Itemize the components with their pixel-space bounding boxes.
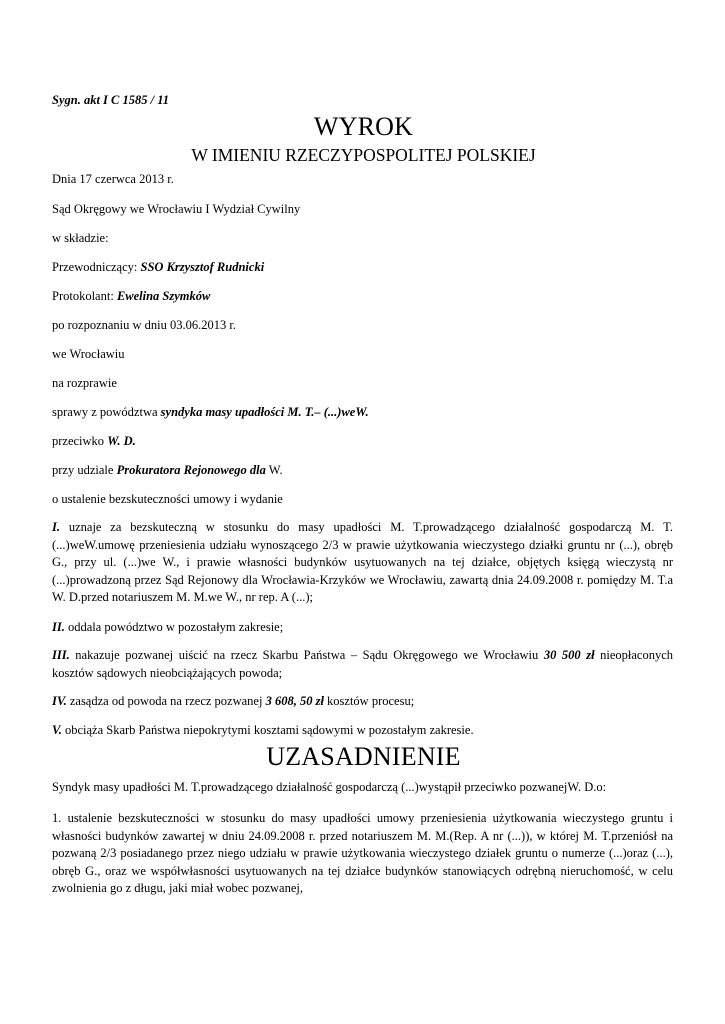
ruling-text: kosztów procesu;: [323, 694, 415, 708]
justification-title: UZASADNIENIE: [266, 742, 461, 771]
defendant-name: W. D.: [107, 434, 136, 448]
justification-opening: Syndyk masy upadłości M. T.prowadzącego działalność gospodarczą (...)wystąpił przeciwko pozwanejW. D.o:: [52, 780, 607, 794]
case-reference: Sygn. akt I C 1585 / 11: [52, 93, 170, 107]
against-prefix: przeciwko: [52, 434, 108, 448]
ruling-numeral: V.: [52, 723, 62, 737]
ruling-item: [52, 647, 673, 682]
presiding-judge: [52, 260, 264, 275]
case-participation: [52, 463, 283, 478]
ruling-numeral: IV.: [52, 694, 67, 708]
justification-point: 1. ustalenie bezskuteczności w stosunku do masy upadłości umowy przeniesienia użytkowania wieczystego gruntu i własności budynków zawartej w dniu 24.09.2008 r. przed notariuszem M. M.(Rep. A nr (...)), w której M. T.przeniósł na pozwaną 2/3 posiadanego przez niego udziału w prawie użytkowania wieczystego działek gruntu o numerze (...)oraz (...), obręb G., oraz we współwłasności usytuowanych na tej działce budynków stanowiących odrębną nieruchomość, w celu zwolnienia go z długu, jaki miał wobec pozwanej,: [52, 811, 673, 895]
ruling-text: uznaje za bezskuteczną w stosunku do masy upadłości M. T.prowadzącego działalność gospodarczą M. T.(...)weW.umowę przeniesienia udziału wynoszącego 2/3 w prawie użytkowania wieczystego działki gruntu nr (...), obręb G., przy ul. (...)we W., i prawie własności budynków usytuowanych na tej działce, objętych księgą wieczystą nr (...)prowadzoną przez Sąd Rejonowy dla Wrocławia-Krzyków we Wrocławiu, zawartą dnia 24.09.2008 r. pomiędzy M. T.a W. D.przed notariuszem M. M.we W., nr rep. A (...);: [52, 520, 673, 604]
ruling-numeral: II.: [52, 620, 65, 634]
composition-label: w składzie:: [52, 231, 109, 245]
ruling-text: oddala powództwo w pozostałym zakresie;: [64, 620, 284, 634]
judgment-date: Dnia 17 czerwca 2013 r.: [52, 172, 174, 186]
judgment-title: WYROK: [313, 112, 414, 141]
ruling-text: zasądza od powoda na rzecz pozwanej: [66, 694, 266, 708]
case-claimant: [52, 405, 369, 420]
court-name: Sąd Okręgowy we Wrocławiu I Wydział Cywilny: [52, 202, 301, 216]
clerk-name: Ewelina Szymków: [116, 289, 211, 303]
court-clerk: [52, 289, 210, 304]
ruling-amount: 30 500 zł: [543, 648, 595, 662]
participation-prefix: przy udziale: [52, 463, 117, 477]
case-defendant: [52, 434, 136, 449]
presiding-label: Przewodniczący:: [52, 260, 141, 274]
case-prefix: sprawy z powództwa: [52, 405, 161, 419]
participation-suffix: W.: [265, 463, 283, 477]
ruling-text: nieopłaconych kosztów sądowych nieobciążających powoda;: [52, 648, 673, 680]
judgment-subtitle: W IMIENIU RZECZYPOSPOLITEJ POLSKIEJ: [191, 145, 536, 165]
clerk-label: Protokolant:: [52, 289, 117, 303]
hearing-session: na rozprawie: [52, 376, 117, 390]
ruling-numeral: III.: [52, 648, 70, 662]
claimant-name: syndyka masy upadłości M. T.– (...)weW.: [160, 405, 369, 419]
ruling-item: [52, 619, 673, 637]
ruling-item: [52, 722, 673, 740]
hearing-date: po rozpoznaniu w dniu 03.06.2013 r.: [52, 318, 237, 332]
ruling-numeral: I.: [52, 520, 60, 534]
ruling-text: obciąża Skarb Państwa niepokrytymi kosztami sądowymi w pozostałym zakresie.: [61, 723, 474, 737]
ruling-item: [52, 519, 673, 607]
hearing-place: we Wrocławiu: [52, 347, 125, 361]
ruling-text: nakazuje pozwanej uiścić na rzecz Skarbu Państwa – Sądu Okręgowego we Wrocławiu: [69, 648, 544, 662]
ruling-amount: 3 608, 50 zł: [265, 694, 324, 708]
ruling-item: [52, 693, 673, 711]
presiding-name: SSO Krzysztof Rudnicki: [140, 260, 265, 274]
case-subject: o ustalenie bezskuteczności umowy i wydanie: [52, 492, 283, 506]
prosecutor-name: Prokuratora Rejonowego dla: [116, 463, 266, 477]
